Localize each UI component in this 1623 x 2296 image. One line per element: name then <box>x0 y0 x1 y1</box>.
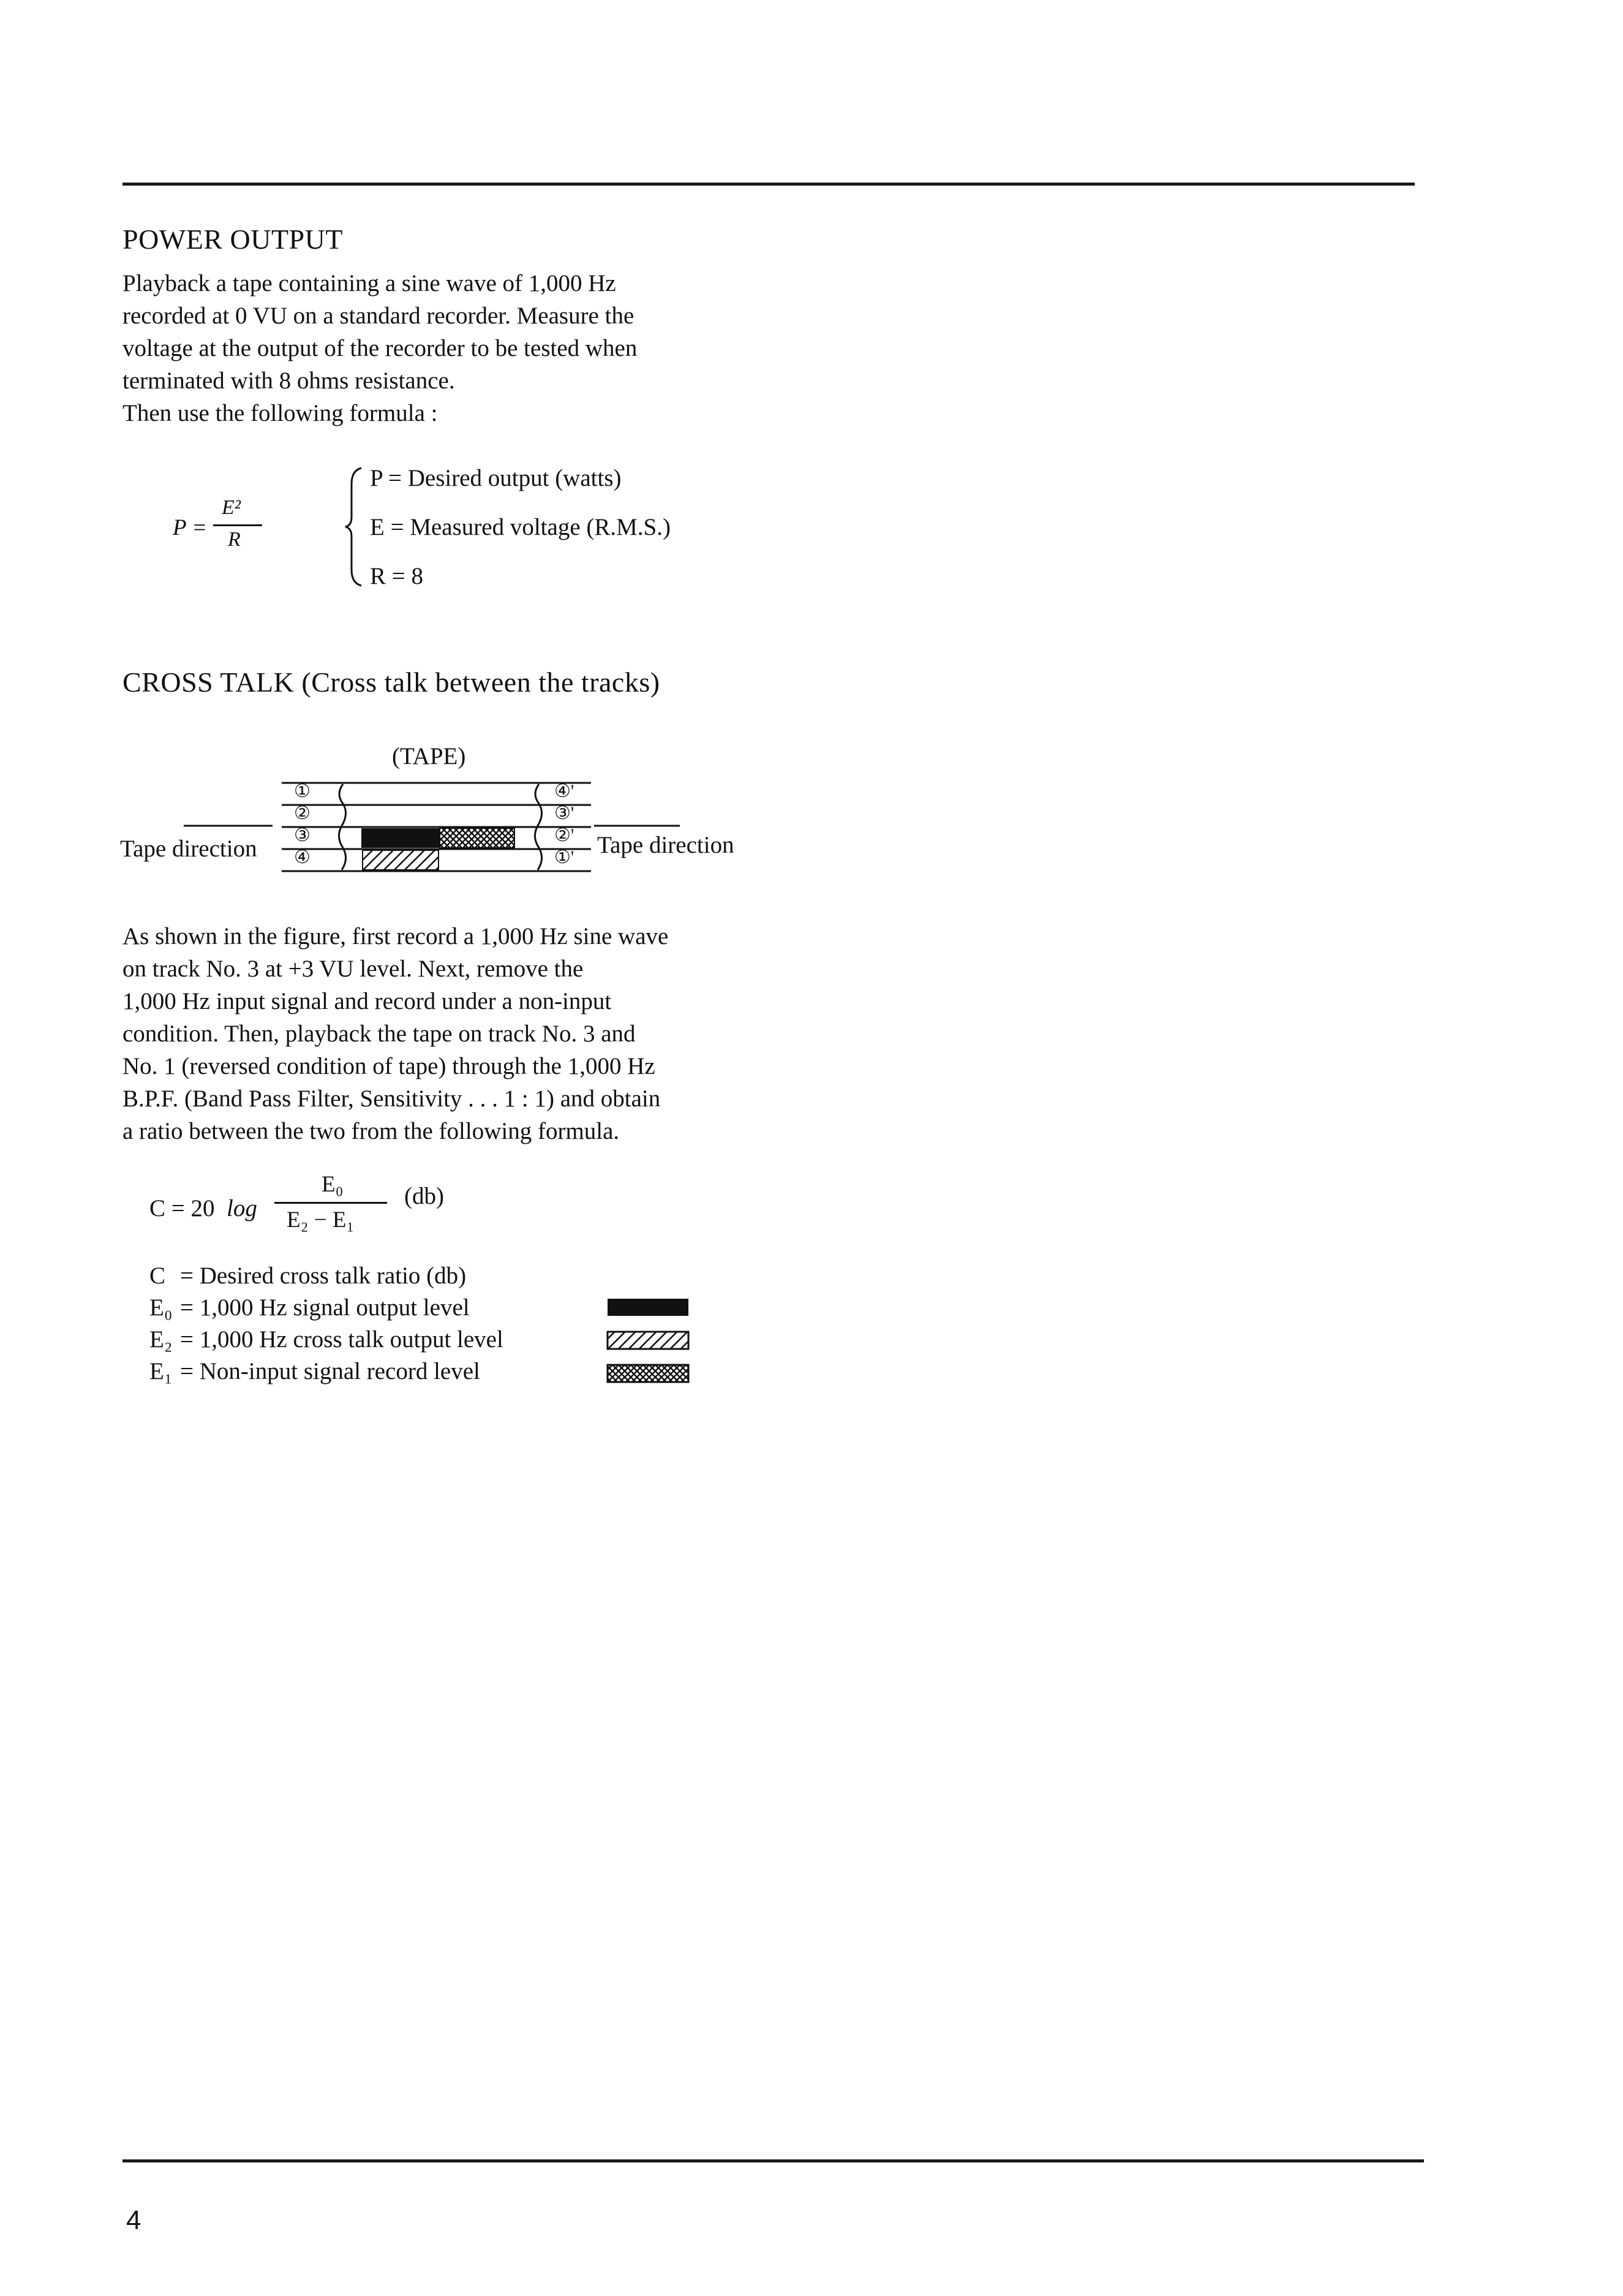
legend-row-e2 <box>149 1326 503 1353</box>
bottom-rule <box>122 2159 1424 2162</box>
legend-symbol: E₁ <box>149 1358 173 1384</box>
cross-talk-formula-unit: (db) <box>404 1183 444 1209</box>
cross-talk-formula-denominator: E₂ − E₁ <box>287 1207 355 1233</box>
page-number: 4 <box>126 2205 141 2235</box>
top-rule <box>122 183 1415 186</box>
paragraph-line: Playback a tape containing a sine wave of 1,000 Hz <box>122 270 616 296</box>
formula-brace <box>343 466 367 588</box>
signal-output-block <box>361 828 440 848</box>
track-label-left-4: ④ <box>294 847 311 867</box>
power-formula-denominator: R <box>228 528 241 551</box>
power-formula-lhs: P = <box>173 515 208 540</box>
cross-talk-formula-numerator: E₀ <box>322 1172 344 1197</box>
paragraph-line: a ratio between the two from the following formula. <box>122 1118 620 1144</box>
paragraph-line: voltage at the output of the recorder to be tested when <box>122 335 638 361</box>
formula-intro: Then use the following formula : <box>122 400 438 426</box>
legend-text: = 1,000 Hz cross talk output level <box>180 1326 503 1353</box>
paragraph-line: No. 1 (reversed condition of tape) through the 1,000 Hz <box>122 1053 655 1079</box>
tape-direction-right: Tape direction <box>597 832 734 858</box>
power-output-paragraph <box>122 267 733 429</box>
track-label-left-2: ② <box>294 803 311 823</box>
cross-talk-formula-lhs: C = 20 <box>149 1195 215 1222</box>
legend-symbol: C <box>149 1263 166 1289</box>
legend-symbol: E₀ <box>149 1294 173 1321</box>
legend-row-c <box>149 1262 466 1290</box>
non-input-record-block <box>440 828 514 848</box>
power-definition-r: R = 8 <box>370 563 424 589</box>
power-output-heading: POWER OUTPUT <box>122 224 343 255</box>
legend-symbol: E₂ <box>149 1326 173 1353</box>
cross-talk-paragraph <box>122 920 733 1147</box>
track-label-right-2: ②' <box>554 825 574 845</box>
legend-row-e0 <box>149 1294 470 1321</box>
legend-swatch-hatch <box>608 1332 688 1349</box>
track-label-left-1: ① <box>294 781 311 801</box>
paragraph-line: condition. Then, playback the tape on track No. 3 and <box>122 1021 636 1047</box>
cross-talk-output-block <box>363 850 439 870</box>
power-formula-fraction-bar <box>213 524 262 526</box>
legend-swatch-solid <box>608 1299 688 1316</box>
legend-row-e1 <box>149 1358 480 1385</box>
tape-direction-left: Tape direction <box>120 836 257 862</box>
legend-swatch-crosshatch <box>608 1365 688 1382</box>
tape-diagram <box>184 778 686 882</box>
paragraph-line: 1,000 Hz input signal and record under a non-input <box>122 988 612 1014</box>
paragraph-line: recorded at 0 VU on a standard recorder. Measure the <box>122 303 635 329</box>
power-definition-p: P = Desired output (watts) <box>370 465 622 491</box>
paragraph-line: As shown in the figure, first record a 1,000 Hz sine wave <box>122 923 669 950</box>
cross-talk-heading: CROSS TALK (Cross talk between the tracks) <box>122 667 660 698</box>
cross-talk-formula-log: log <box>227 1195 257 1222</box>
track-label-right-3: ③' <box>554 803 574 823</box>
legend-text: = 1,000 Hz signal output level <box>180 1294 470 1321</box>
paragraph-line: on track No. 3 at +3 VU level. Next, remove the <box>122 956 584 982</box>
legend-text: = Non-input signal record level <box>180 1358 480 1384</box>
track-label-right-1: ①' <box>554 847 574 867</box>
power-definition-e: E = Measured voltage (R.M.S.) <box>370 514 671 540</box>
track-label-left-3: ③ <box>294 825 311 845</box>
track-label-right-4: ④' <box>554 781 574 801</box>
legend-swatches <box>606 1297 692 1391</box>
power-formula-numerator: E² <box>222 496 241 519</box>
legend-text: = Desired cross talk ratio (db) <box>180 1263 467 1289</box>
tape-figure-title: (TAPE) <box>392 743 466 769</box>
paragraph-line: terminated with 8 ohms resistance. <box>122 368 455 394</box>
paragraph-line: B.P.F. (Band Pass Filter, Sensitivity . . . 1 : 1) and obtain <box>122 1086 661 1112</box>
cross-talk-formula-fraction-bar <box>274 1202 387 1204</box>
